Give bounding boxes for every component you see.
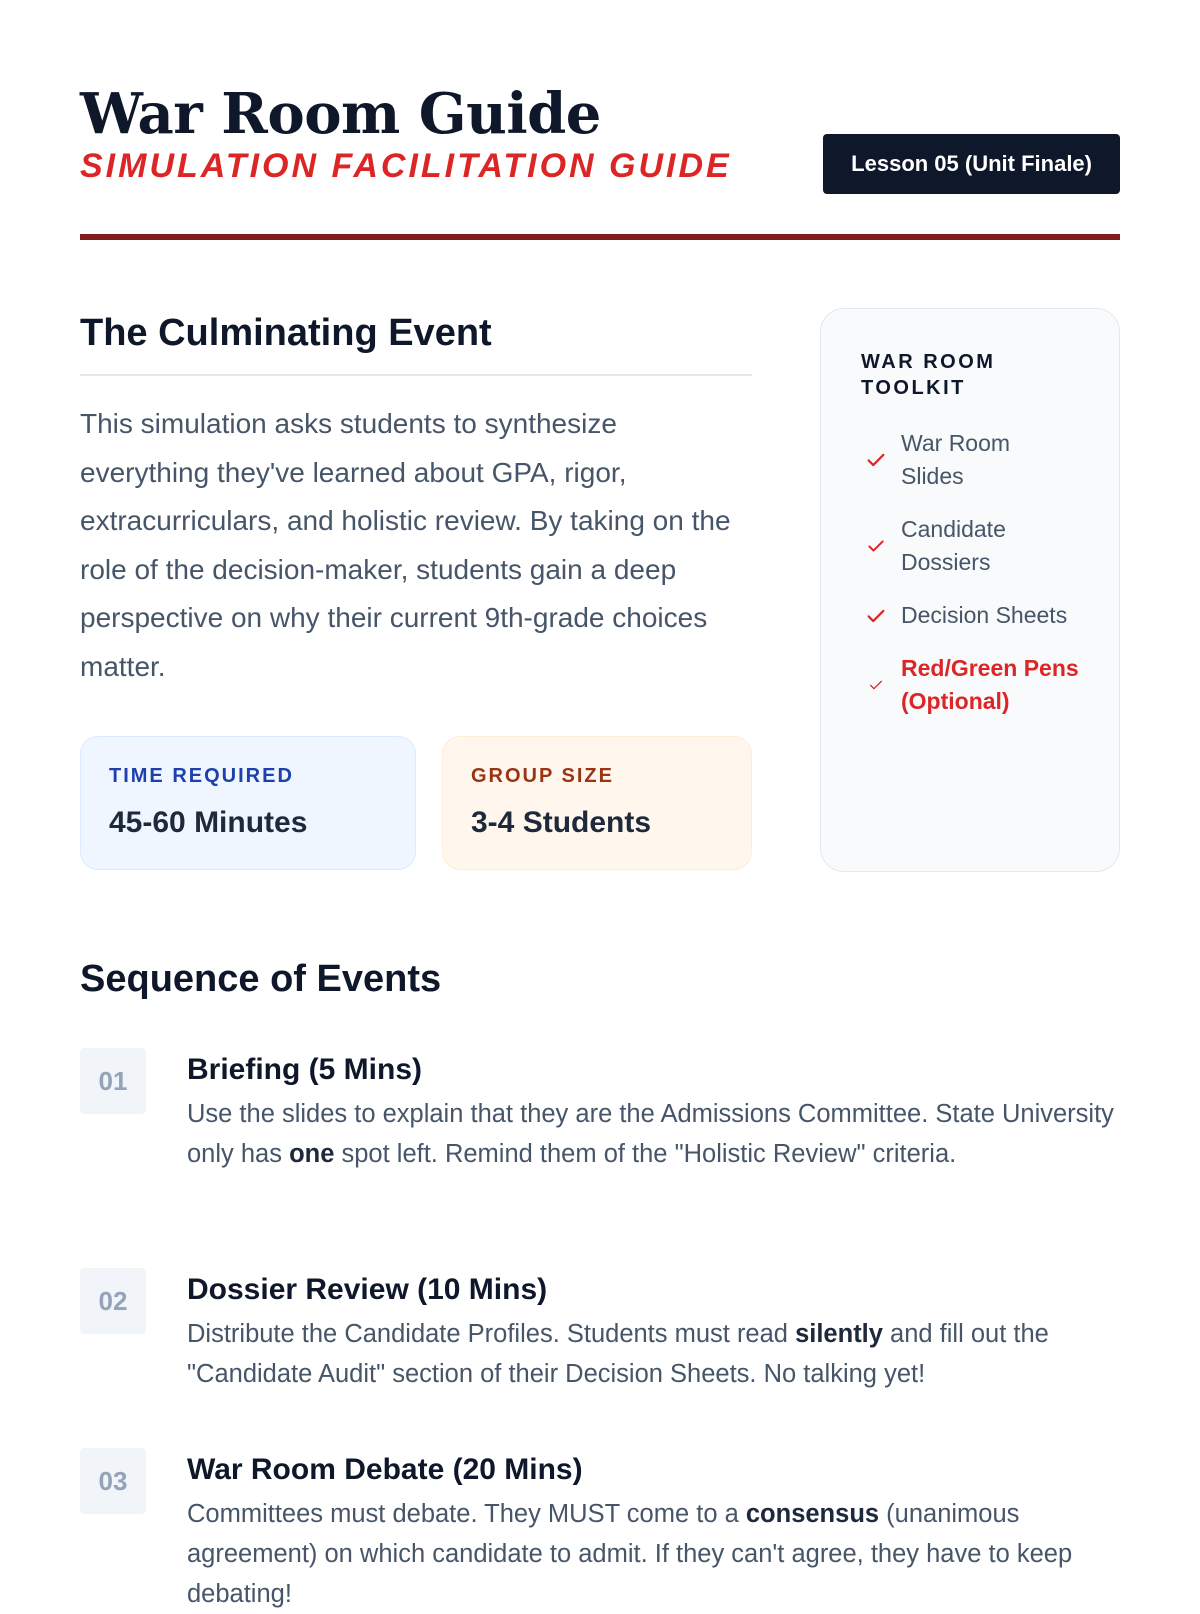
stat-cards: [80, 736, 752, 872]
group-size-value: 3-4 Students: [471, 806, 652, 839]
intro-paragraph: This simulation asks students to synthesize everything they've learned about GPA, rigor, extracurriculars, and holistic review. By taking on the role of the decision-maker, students gain a deep perspective on why their current 9th-grade choices matter.: [80, 408, 731, 682]
page-header: [80, 80, 1120, 240]
step-number: 03: [80, 1448, 146, 1514]
step-body: [187, 1448, 1120, 1614]
intro-section: [80, 300, 752, 691]
toolkit-item-slides: [861, 427, 1083, 493]
check-icon: [861, 677, 891, 693]
step-description: Committees must debate. They MUST come to a consensus (unanimous agreement) on which candidate to admit. If they can't agree, they have to keep debating!: [187, 1500, 1073, 1608]
sequence-heading: Sequence of Events: [80, 958, 442, 1000]
toolkit-item-label: Candidate Dossiers: [901, 516, 1006, 575]
step-description: Use the slides to explain that they are the Admissions Committee. State University only has one spot left. Remind them of the "Holistic Review" criteria.: [187, 1100, 1114, 1168]
emphasis-text: silently: [795, 1320, 883, 1348]
step-description: Distribute the Candidate Profiles. Students must read silently and fill out the "Candidate Audit" section of their Decision Sheets. No talking yet!: [187, 1320, 1049, 1388]
step-number: 01: [80, 1048, 146, 1114]
sequence-section: [80, 944, 1120, 1608]
toolkit-item-label: Decision Sheets: [901, 602, 1068, 628]
emphasis-text: one: [289, 1140, 335, 1168]
group-size-card: [442, 736, 752, 870]
emphasis-text: consensus: [745, 1500, 880, 1528]
step-number: 02: [80, 1268, 146, 1334]
step-body: [187, 1268, 1120, 1394]
toolkit-item-pens: [861, 652, 1083, 718]
time-required-label: TIME REQUIRED: [109, 765, 294, 787]
intro-heading: The Culminating Event: [80, 300, 752, 376]
step-title: Briefing (5 Mins): [187, 1053, 423, 1086]
header-divider: [80, 234, 1120, 240]
page-subtitle: SIMULATION FACILITATION GUIDE: [80, 147, 732, 185]
page-title: War Room Guide: [80, 81, 601, 147]
time-required-card: [80, 736, 416, 870]
step-title: War Room Debate (20 Mins): [187, 1453, 583, 1486]
check-icon: [861, 605, 891, 627]
group-size-label: GROUP SIZE: [471, 765, 614, 787]
lesson-badge: Lesson 05 (Unit Finale): [823, 134, 1120, 194]
toolkit-item-decision-sheets: [861, 599, 1083, 632]
time-required-value: 45-60 Minutes: [109, 806, 308, 839]
step-body: [187, 1048, 1120, 1174]
toolkit-list: [861, 427, 1083, 718]
toolkit-title: WAR ROOM TOOLKIT: [861, 351, 996, 399]
check-icon: [861, 449, 891, 471]
toolkit-card: [820, 308, 1120, 872]
toolkit-item-dossiers: [861, 513, 1083, 579]
toolkit-item-label: War Room Slides: [901, 430, 1011, 489]
check-icon: [861, 536, 891, 556]
toolkit-item-label: Red/Green Pens (Optional): [901, 655, 1079, 714]
step-title: Dossier Review (10 Mins): [187, 1273, 548, 1306]
